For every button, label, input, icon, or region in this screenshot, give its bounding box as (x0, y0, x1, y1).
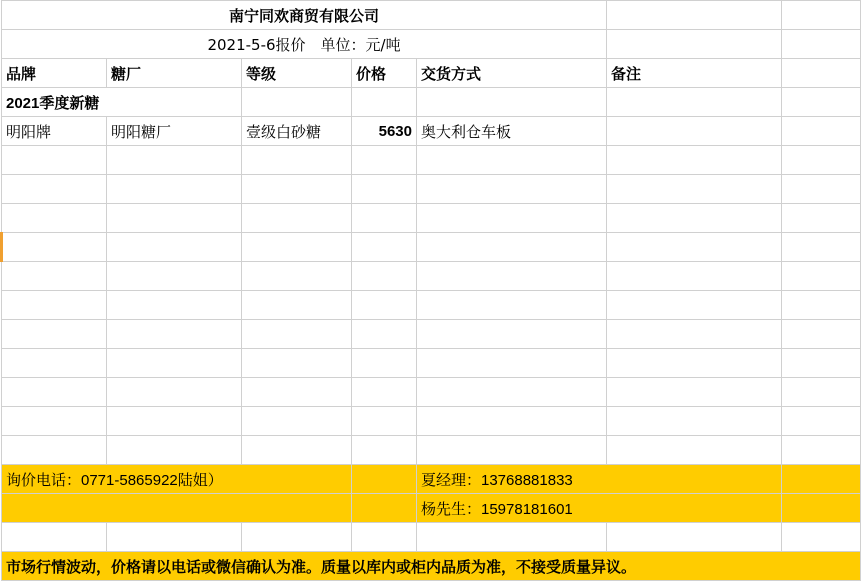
empty-cell (2, 233, 107, 262)
quote-spacer-cell-1 (607, 30, 782, 59)
empty-cell (107, 407, 242, 436)
empty-cell (2, 204, 107, 233)
empty-cell (782, 204, 861, 233)
empty-cell (107, 146, 242, 175)
empty-cell (107, 523, 242, 552)
empty-row (2, 146, 861, 175)
empty-cell (242, 262, 352, 291)
empty-cell (607, 146, 782, 175)
empty-cell (352, 262, 417, 291)
empty-row (2, 320, 861, 349)
hotline-blank (2, 494, 352, 523)
cell-note (607, 117, 782, 146)
empty-cell (352, 291, 417, 320)
title-row (2, 1, 861, 30)
header-brand: 品牌 (2, 59, 107, 88)
empty-cell (417, 349, 607, 378)
empty-row (2, 378, 861, 407)
cell-price: 5630 (352, 117, 417, 146)
empty-cell (417, 233, 607, 262)
header-grade: 等级 (242, 59, 352, 88)
section-cell-extra (782, 88, 861, 117)
notice-row (2, 552, 861, 581)
section-cell-delivery (417, 88, 607, 117)
table-row (2, 117, 861, 146)
empty-cell (242, 436, 352, 465)
section-cell-grade (242, 88, 352, 117)
empty-cell (242, 320, 352, 349)
header-factory: 糖厂 (107, 59, 242, 88)
empty-cell (607, 204, 782, 233)
mr-yang-text: 杨先生：15978181601 (417, 494, 782, 523)
empty-cell (352, 146, 417, 175)
empty-cell (242, 291, 352, 320)
contact-spacer-3 (352, 494, 417, 523)
quote-spacer-cell-2 (782, 30, 861, 59)
empty-cell (607, 378, 782, 407)
empty-row (2, 436, 861, 465)
empty-cell (352, 320, 417, 349)
empty-cell (417, 291, 607, 320)
empty-cell (607, 349, 782, 378)
market-notice: 市场行情波动，价格请以电话或微信确认为准。质量以库内或柜内品质为准，不接受质量异议。 (2, 552, 861, 581)
empty-cell (352, 436, 417, 465)
quote-line-row (2, 30, 861, 59)
empty-cell (242, 204, 352, 233)
empty-cell (2, 407, 107, 436)
section-cell-note (607, 88, 782, 117)
empty-cell (352, 407, 417, 436)
empty-cell (107, 349, 242, 378)
empty-row (2, 349, 861, 378)
title-spacer-cell-1 (607, 1, 782, 30)
empty-cell (782, 320, 861, 349)
empty-cell (782, 233, 861, 262)
empty-cell (782, 436, 861, 465)
empty-cell (242, 349, 352, 378)
empty-cell (607, 233, 782, 262)
cell-factory: 明阳糖厂 (107, 117, 242, 146)
empty-cell (352, 233, 417, 262)
empty-cell (607, 175, 782, 204)
empty-cell (352, 378, 417, 407)
empty-cell (352, 204, 417, 233)
empty-cell (417, 146, 607, 175)
cell-delivery: 奥大利仓车板 (417, 117, 607, 146)
empty-cell (107, 204, 242, 233)
empty-row-marked (2, 233, 861, 262)
empty-row (2, 204, 861, 233)
empty-cell (2, 378, 107, 407)
empty-cell (242, 146, 352, 175)
empty-cell (2, 262, 107, 291)
table-header-row (2, 59, 861, 88)
empty-cell (2, 523, 107, 552)
empty-cell (782, 146, 861, 175)
company-title: 南宁同欢商贸有限公司 (2, 1, 607, 30)
header-price: 价格 (352, 59, 417, 88)
cell-extra (782, 117, 861, 146)
empty-row (2, 523, 861, 552)
title-spacer-cell-2 (782, 1, 861, 30)
empty-cell (417, 320, 607, 349)
contact-spacer-1 (352, 465, 417, 494)
empty-cell (782, 349, 861, 378)
empty-cell (2, 291, 107, 320)
empty-cell (607, 262, 782, 291)
empty-cell (2, 436, 107, 465)
section-label-row (2, 88, 861, 117)
empty-cell (352, 523, 417, 552)
empty-cell (417, 204, 607, 233)
empty-cell (242, 378, 352, 407)
empty-cell (417, 175, 607, 204)
empty-cell (782, 523, 861, 552)
header-extra (782, 59, 861, 88)
empty-cell (242, 407, 352, 436)
empty-cell (782, 378, 861, 407)
contact-spacer-2 (782, 465, 861, 494)
empty-cell (782, 175, 861, 204)
contact-row-yang (2, 494, 861, 523)
empty-cell (782, 291, 861, 320)
empty-cell (2, 175, 107, 204)
cell-grade: 壹级白砂糖 (242, 117, 352, 146)
empty-cell (2, 349, 107, 378)
empty-cell (782, 262, 861, 291)
empty-cell (417, 262, 607, 291)
empty-cell (2, 146, 107, 175)
quote-date-unit: 2021-5-6报价 单位：元/吨 (2, 30, 607, 59)
empty-cell (417, 378, 607, 407)
empty-cell (107, 291, 242, 320)
empty-cell (107, 320, 242, 349)
empty-cell (107, 378, 242, 407)
empty-cell (417, 407, 607, 436)
contact-row-hotline (2, 465, 861, 494)
hotline-text: 询价电话：0771-5865922陆姐） (2, 465, 352, 494)
empty-cell (107, 436, 242, 465)
contact-spacer-4 (782, 494, 861, 523)
empty-cell (417, 523, 607, 552)
section-cell-price (352, 88, 417, 117)
empty-cell (607, 436, 782, 465)
empty-cell (352, 175, 417, 204)
empty-row (2, 407, 861, 436)
empty-cell (2, 320, 107, 349)
empty-row (2, 262, 861, 291)
empty-cell (782, 407, 861, 436)
empty-cell (352, 349, 417, 378)
empty-row (2, 175, 861, 204)
empty-cell (417, 436, 607, 465)
empty-cell (607, 291, 782, 320)
empty-row (2, 291, 861, 320)
header-note: 备注 (607, 59, 782, 88)
empty-cell (107, 175, 242, 204)
empty-cell (242, 233, 352, 262)
empty-cell (607, 523, 782, 552)
header-delivery: 交货方式 (417, 59, 607, 88)
section-label: 2021季度新糖 (2, 88, 242, 117)
empty-cell (242, 175, 352, 204)
empty-cell (607, 320, 782, 349)
empty-cell (242, 523, 352, 552)
cell-brand: 明阳牌 (2, 117, 107, 146)
empty-cell (107, 233, 242, 262)
empty-cell (607, 407, 782, 436)
manager-xia-text: 夏经理：13768881833 (417, 465, 782, 494)
empty-cell (107, 262, 242, 291)
